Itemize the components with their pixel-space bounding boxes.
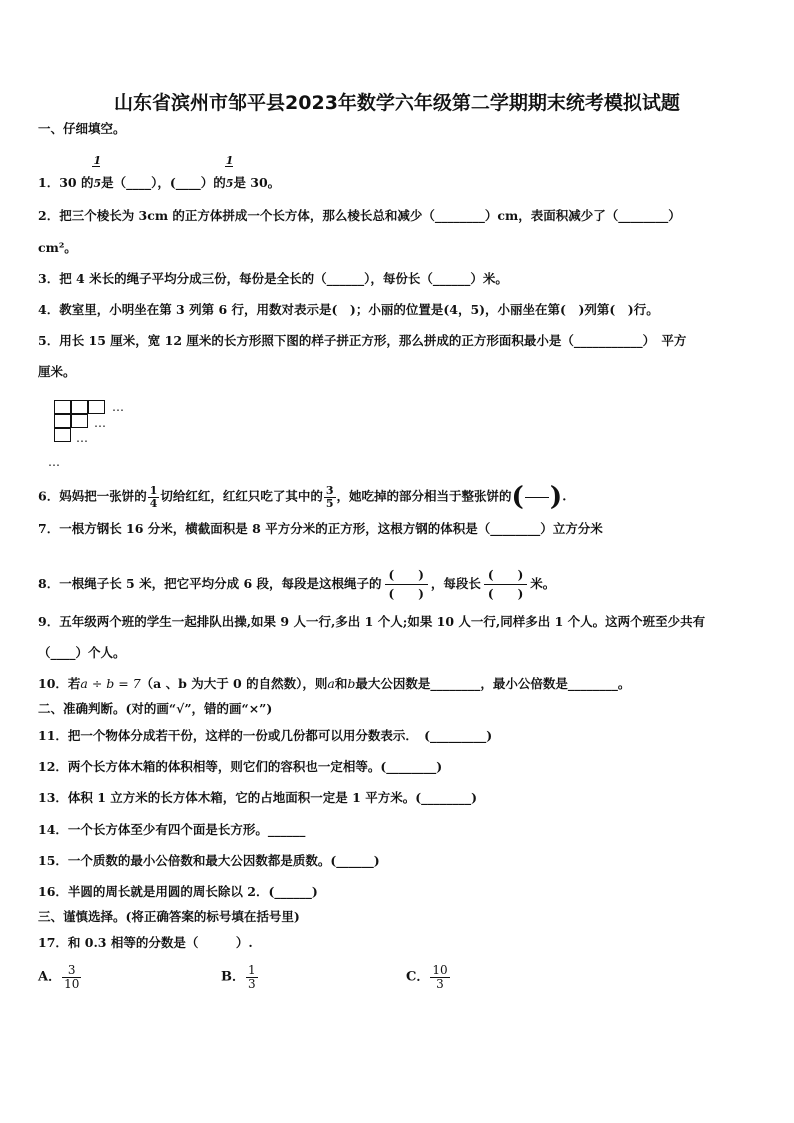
option-b[interactable]: B． $\frac{1}{3}$ [221, 963, 256, 991]
ellipsis-row-2: … [94, 416, 106, 430]
question-16: 16．半圆的周长就是用圆的周长除以 2．(______) [38, 884, 318, 899]
option-c-fraction: $\frac{10}{3}$ [432, 963, 448, 991]
fraction-1-4: $\frac{1}{4}$ [149, 483, 158, 510]
question-13: 13．体积 1 立方米的长方体木箱，它的占地面积一定是 1 平方米。(________) [38, 790, 478, 805]
question-8: 8．一根绳子长 5 米，把它平均分成 6 段，每段是这根绳子的 ( ) ( ) ，每段长 ( ) ( ) 米。 [38, 568, 556, 601]
fraction-1-5-second: $\frac{1}{5}$ [225, 154, 234, 190]
section-1-heading: 一、仔细填空。 [38, 121, 126, 136]
question-3: 3．把 4 米长的绳子平均分成三份，每份是全长的（______），每份长（______）米。 [38, 271, 508, 286]
question-10: 10．若a ÷ b = 7（a 、b 为大于 0 的自然数），则a和b最大公因数是________，最小公倍数是________。 [38, 676, 631, 691]
answer-fraction-blank-2: ( ) ( ) [484, 566, 527, 603]
answer-fraction-blank-1: ( ) ( ) [385, 566, 428, 603]
answer-paren-close: ) [549, 482, 563, 512]
page-title: 山东省滨州市邹平县2023年数学六年级第二学期期末统考模拟试题 [114, 92, 680, 114]
fraction-3-5: $\frac{3}{5}$ [325, 483, 334, 510]
question-12: 12．两个长方体木箱的体积相等，则它们的容积也一定相等。(________) [38, 759, 443, 774]
question-9-line-2: （____）个人。 [38, 645, 126, 660]
equation: a ÷ b = 7 [80, 676, 141, 691]
question-1: 1．30 的 $\frac{1}{5}$是（____），(____）的 $\frac{1}{5}$是 30。 [38, 154, 281, 190]
option-a-fraction: $\frac{3}{10}$ [64, 963, 80, 991]
fraction-blank-line [525, 497, 549, 498]
question-2-line-2: cm²。 [38, 240, 77, 255]
question-17: 17．和 0.3 相等的分数是（ ）. [38, 935, 253, 950]
question-7: 7．一根方钢长 16 分米，横截面积是 8 平方分米的正方形，这根方钢的体积是（________）立方分米 [38, 521, 603, 536]
answer-paren-open: ( [511, 482, 524, 512]
section-2-heading: 二、准确判断。(对的画“√”，错的画“×”) [38, 701, 273, 716]
question-5-line-1: 5．用长 15 厘米，宽 12 厘米的长方形照下图的样子拼正方形，那么拼成的正方形面积最小是（___________） 平方 [38, 333, 687, 348]
option-b-fraction: $\frac{1}{3}$ [248, 963, 256, 991]
question-14: 14．一个长方体至少有四个面是长方形。______ [38, 822, 306, 837]
option-c[interactable]: C． $\frac{10}{3}$ [406, 963, 448, 991]
option-a[interactable]: A． $\frac{3}{10}$ [38, 963, 80, 991]
question-9-line-1: 9．五年级两个班的学生一起排队出操,如果 9 人一行,多出 1 个人;如果 10 人一行,同样多出 1 个人。这两个班至少共有 [38, 614, 706, 629]
section-3-heading: 三、谨慎选择。(将正确答案的标号填在括号里) [38, 909, 300, 924]
question-2-line-1: 2．把三个棱长为 3cm 的正方体拼成一个长方体，那么棱长总和减少（________）cm，表面积减少了（________） [38, 208, 681, 223]
question-5-line-2: 厘米。 [38, 364, 76, 379]
ellipsis-row-1: … [112, 400, 124, 414]
question-4: 4．教室里，小明坐在第 3 列第 6 行，用数对表示是( )；小丽的位置是(4，5)，小丽坐在第( )列第( )行。 [38, 302, 659, 317]
question-15: 15．一个质数的最小公倍数和最大公因数都是质数。(______) [38, 853, 380, 868]
ellipsis-row-3: … [76, 431, 88, 445]
question-6: 6．妈妈把一张饼的 $\frac{1}{4}$ 切给红红，红红只吃了其中的 $\frac{3}{5}$ ，她吃掉的部分相当于整张饼的( ). [38, 482, 567, 512]
ellipsis-row-4: … [48, 455, 60, 469]
fraction-1-5: $\frac{1}{5}$ [93, 154, 102, 190]
question-11: 11．把一个物体分成若干份，这样的一份或几份都可以用分数表示． (_________) [38, 728, 493, 743]
